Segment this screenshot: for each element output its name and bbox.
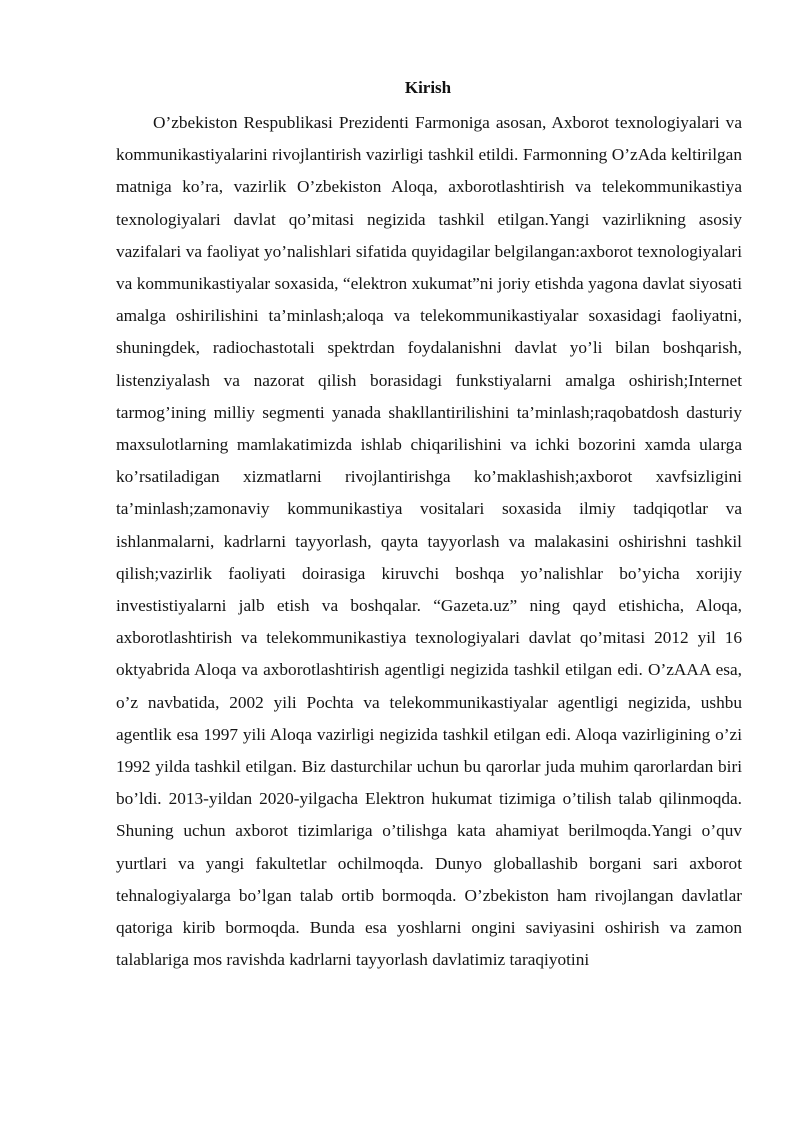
page-title: Kirish xyxy=(404,78,452,97)
body-paragraph: O’zbekiston Respublikasi Prezidenti Farmoniga asosan, Axborot texnologiyalari va kommunikastiyalarini rivojlantirish vazirligi tashkil etildi. Farmonning O’zAda keltirilgan matniga ko’ra, vazirlik O’zbekiston Aloqa, axborotlashtirish va telekommunikastiya texnologiyalari davlat qo’mitasi negizida tashkil etilgan.Yangi vazirlikning asosiy vazifalari va faoliyat yo’nalishlari sifatida quyidagilar belgilangan:axborot texnologiyalari va kommunikastiyalar soxasida, “elektron xukumat”ni joriy etishda yagona davlat siyosati amalga oshirilishini ta’minlash;aloqa va telekommunikastiyalar soxasidagi faoliyatni, shuningdek, radiochastotali spektrdan foydalanishni davlat yo’li bilan boshqarish, listenziyalash va nazorat qilish borasidagi funkstiyalarni amalga oshirish;Internet tarmog’ining milliy segmenti yanada shakllantirilishini ta’minlash;raqobatdosh dasturiy maxsulotlarning mamlakatimizda ishlab chiqarilishini va ichki bozorini xamda ularga ko’rsatiladigan xizmatlarni rivojlantirishga ko’maklashish;axborot xavfsizligini ta’minlash;zamonaviy kommunikastiya vositalari soxasida ilmiy tadqiqotlar va ishlanmalarni, kadrlarni tayyorlash, qayta tayyorlash va malakasini oshirishni tashkil qilish;vazirlik faoliyati doirasiga kiruvchi boshqa yo’nalishlar bo’yicha xorijiy investistiyalarni jalb etish va boshqalar. “Gazeta.uz” ning qayd etishicha, Aloqa, axborotlashtirish va telekommunikastiya texnologiyalari davlat qo’mitasi 2012 yil 16 oktyabrida Aloqa va axborotlashtirish agentligi negizida tashkil etilgan edi. O’zAAA esa, o’z navbatida, 2002 yili Pochta va telekommunikastiyalar agentligi negizida, ushbu agentlik esa 1997 yili Aloqa vazirligi negizida tashkil etilgan edi. Aloqa vazirligining o’zi 1992 yilda tashkil etilgan. Biz dasturchilar uchun bu qarorlar juda muhim qarorlardan biri bo’ldi. 2013-yildan 2020-yilgacha Elektron hukumat tizimiga o’tilish talab qilinmoqda. Shuning uchun axborot tizimlariga o’tilishga kata ahamiyat berilmoqda.Yangi o’quv yurtlari va yangi fakultetlar ochilmoqda. Dunyo globallashib borgani sari axborot tehnalogiyalarga bo’lgan talab ortib bormoqda. O’zbekiston ham rivojlangan davlatlar qatoriga kirib bormoqda. Bunda esa yoshlarni ongini saviyasini oshirish va zamon talablariga mos ravishda kadrlarni tayyorlash davlatimiz taraqiyotini xyxy=(116,113,742,970)
